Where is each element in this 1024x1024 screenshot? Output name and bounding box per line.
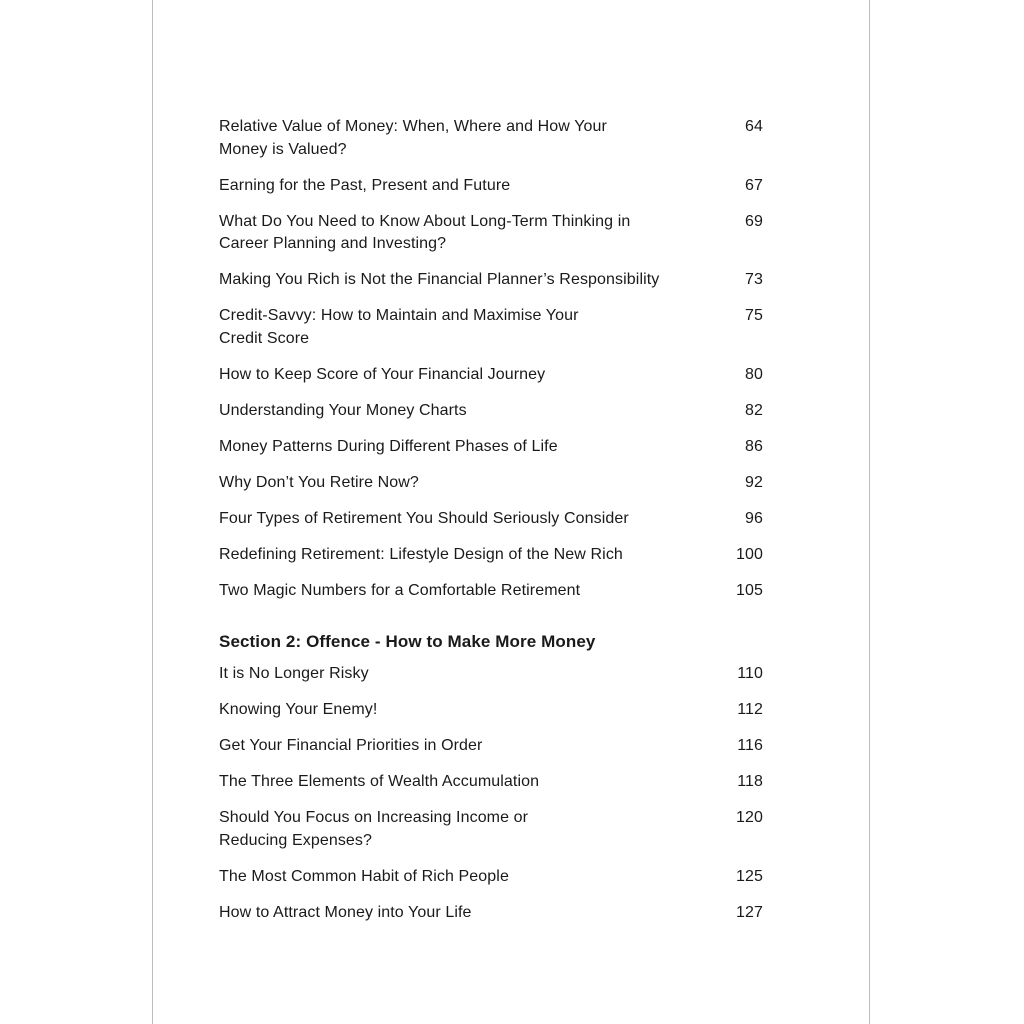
- toc-entry: [219, 508, 763, 531]
- toc-entry-title: The Most Common Habit of Rich People: [219, 867, 509, 885]
- toc-entry: [219, 663, 763, 686]
- toc-entry-page: 105: [736, 581, 763, 599]
- toc-entry: [219, 735, 763, 758]
- toc-entry-page: 82: [745, 401, 763, 419]
- toc-entry: [219, 269, 763, 292]
- toc-entry-title: Two Magic Numbers for a Comfortable Retirement: [219, 581, 581, 599]
- toc-entry: [219, 699, 763, 722]
- toc-entry: [219, 436, 763, 459]
- book-page: [152, 0, 870, 1024]
- section-heading: Section 2: Offence - How to Make More Money: [219, 632, 596, 651]
- toc-entry-page: 112: [737, 701, 763, 718]
- toc-entry: [219, 866, 763, 889]
- toc-entry-title: What Do You Need to Know About Long-Term Thinking in Career Planning and Investing?: [219, 212, 631, 252]
- toc-entry-title: Redefining Retirement: Lifestyle Design of the New Rich: [219, 545, 623, 563]
- toc-entry-page: 127: [736, 903, 763, 921]
- toc-entry-title: Relative Value of Money: When, Where and How Your Money is Valued?: [219, 118, 607, 158]
- toc-entry-page: 73: [745, 271, 763, 288]
- toc-entry-title: Money Patterns During Different Phases of Life: [219, 437, 558, 455]
- toc-entry-title: How to Attract Money into Your Life: [219, 903, 472, 921]
- toc-entry: [219, 771, 763, 794]
- toc-entry-page: 80: [745, 365, 763, 383]
- toc-entry-page: 67: [745, 176, 763, 194]
- toc-entry-title: The Three Elements of Wealth Accumulation: [219, 773, 540, 790]
- toc-entry-title: Four Types of Retirement You Should Seriously Consider: [219, 509, 629, 527]
- toc-entry-title: Making You Rich is Not the Financial Planner’s Responsibility: [219, 271, 660, 288]
- toc-entry-title: It is No Longer Risky: [219, 665, 369, 682]
- toc-entry-page: 125: [736, 867, 763, 885]
- toc-entry-title: How to Keep Score of Your Financial Journey: [219, 365, 546, 383]
- toc-entry-page: 86: [745, 437, 763, 455]
- toc-entry: [219, 364, 763, 387]
- toc-entry: [219, 580, 763, 603]
- toc-entry: [219, 305, 763, 350]
- toc-entry-title: Get Your Financial Priorities in Order: [219, 737, 483, 754]
- toc-entry-page: 92: [745, 473, 763, 491]
- toc-entry-title: Should You Focus on Increasing Income or Reducing Expenses?: [219, 809, 529, 849]
- toc-entry: [219, 807, 763, 852]
- toc-entry-page: 96: [745, 509, 763, 527]
- toc-entry: [219, 544, 763, 567]
- toc-entry-title: Understanding Your Money Charts: [219, 401, 467, 419]
- toc-entry-page: 75: [745, 307, 763, 324]
- toc-entry-page: 110: [737, 665, 763, 682]
- toc-entry-page: 100: [736, 545, 763, 563]
- toc-entry-page: 64: [745, 118, 763, 135]
- toc-entry: [219, 116, 763, 161]
- toc-entry: [219, 211, 763, 256]
- table-of-contents: [219, 116, 763, 938]
- toc-entry-page: 116: [737, 737, 763, 754]
- toc-entry: [219, 902, 763, 925]
- toc-entry-title: Earning for the Past, Present and Future: [219, 176, 511, 194]
- toc-entry-title: Knowing Your Enemy!: [219, 701, 378, 718]
- toc-entry: [219, 472, 763, 495]
- toc-entry-page: 69: [745, 212, 763, 230]
- toc-entry-title: Why Don’t You Retire Now?: [219, 473, 419, 491]
- toc-entry: [219, 400, 763, 423]
- toc-entry-title: Credit-Savvy: How to Maintain and Maximise Your Credit Score: [219, 307, 579, 347]
- toc-entry-page: 120: [736, 809, 763, 826]
- toc-entry-page: 118: [737, 773, 763, 790]
- toc-entry: [219, 175, 763, 198]
